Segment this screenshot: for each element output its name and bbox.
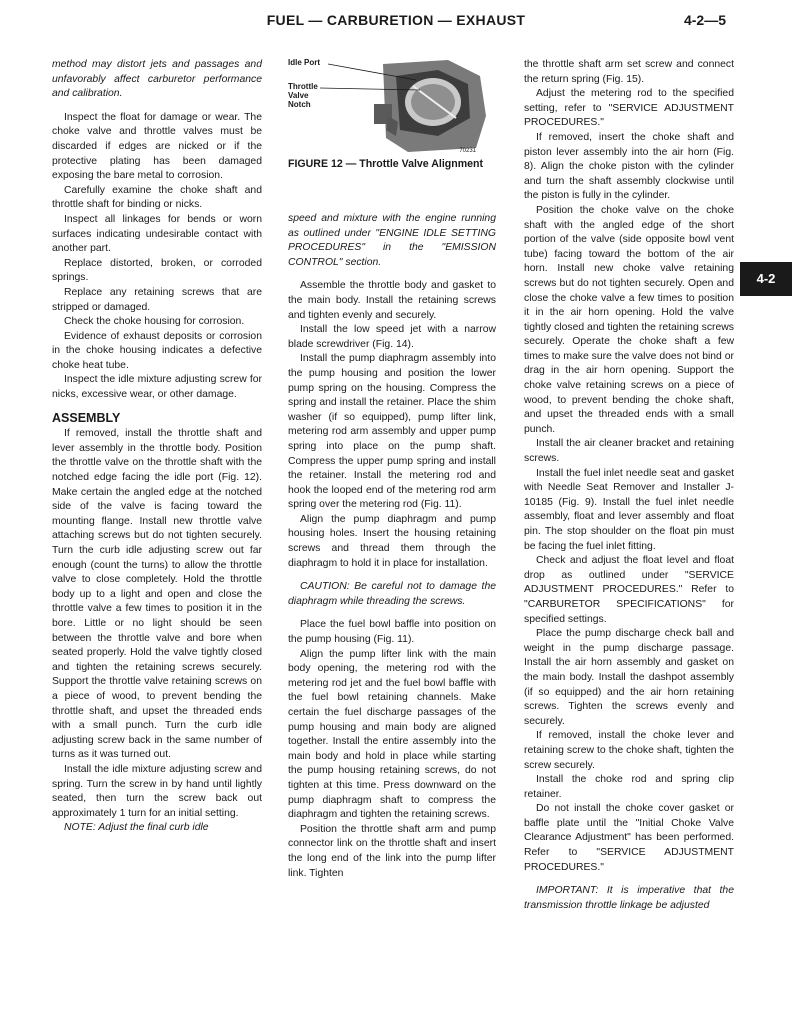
- paragraph: If removed, install the throttle shaft and lever assembly in the throttle body. Position the throttle valve on the throttle shaft with the notched edge facing the idle port (Fig. 12). Make certain the angled edge at the notched side of the valve is facing toward the mounting flange. Install new throttle valve attaching screws but do not tighten securely. Turn the curb idle adjusting screw out far enough (count the turns) to allow the throttle valve to close completely. Hold the throttle body up to a light and open and close the throttle valve a few times to position it in the bore. Little or no light should be seen between the throttle valve and bore when seated properly. Hold the valve tightly closed and tighten the retaining screws securely. Support the throttle valve retaining screws on a piece of wood, to prevent bending the throttle shaft, and upset the threaded ends with a small punch. Turn the curb idle adjusting screw back in the same number of turns as it was turned out.: [52, 428, 262, 761]
- paragraph: method may distort jets and passages and unfavorably affect carburetor performance and calibration.: [52, 59, 262, 100]
- figure-label: Notch: [288, 100, 311, 109]
- paragraph: Place the pump discharge check ball and weight in the pump discharge passage. Install the air horn assembly and gasket on the main body. Install the dashpot assembly (if so equipped) and the air horn retaining screws. Tighten the screws evenly and securely.: [524, 628, 734, 727]
- paragraph: Position the choke valve on the choke shaft with the angled edge of the short portion of the valve (side opposite bowl vent tube) facing toward the bottom of the air horn. Install new choke valve retaining screws but do not tighten securely. Open and close the choke valve a few times to position it in the air horn opening. Hold the valve tightly closed and tighten the retaining screws securely. Operate the choke shaft a few times to make sure the valve does not bind or drag in the air horn opening. Support the choke valve retaining screws on a piece of wood, to prevent bending the choke shaft, and upset the threaded ends with a small punch.: [524, 204, 734, 435]
- figure-label: Idle Port: [288, 58, 321, 67]
- paragraph: Do not install the choke cover gasket or baffle plate until the "Initial Choke Valve Clearance Adjustment" has been performed. Refer to "SERVICE ADJUSTMENT PROCEDURES.": [524, 803, 734, 873]
- section-heading: ASSEMBLY: [52, 410, 121, 425]
- section-tab: 4-2: [740, 262, 792, 296]
- page-number: 4-2—5: [683, 12, 726, 28]
- paragraph: Carefully examine the choke shaft and throttle shaft for binding or nicks.: [52, 184, 262, 211]
- paragraph: the throttle shaft arm set screw and connect the return spring (Fig. 15).: [524, 59, 734, 85]
- paragraph: If removed, insert the choke shaft and piston lever assembly into the air horn (Fig. 8). Align the choke piston with the cylinder and turn the shaft assembly clockwise until the piston is fully in the cylinder.: [524, 131, 734, 202]
- paragraph: If removed, install the choke lever and retaining screw to the choke shaft, tighten the screw securely.: [524, 730, 734, 771]
- important-note: IMPORTANT: It is imperative that the transmission throttle linkage be adjusted: [524, 885, 734, 911]
- paragraph: Install the low speed jet with a narrow blade screwdriver (Fig. 14).: [288, 324, 496, 350]
- paragraph: Evidence of exhaust deposits or corrosion in the choke housing indicates a defective choke heat tube.: [52, 330, 262, 371]
- figure-number: 70231: [459, 148, 476, 154]
- column-3: [524, 58, 734, 913]
- figure-label: Throttle: [288, 82, 318, 91]
- paragraph: Assemble the throttle body and gasket to the main body. Install the retaining screws and tighten evenly and securely.: [288, 280, 496, 321]
- paragraph: Install the idle mixture adjusting screw and spring. Turn the screw in by hand until lightly seated, then turn the screw back out approximately 1 turn for an initial setting.: [52, 763, 262, 819]
- column-1: [52, 58, 262, 836]
- paragraph: Install the fuel inlet needle seat and gasket with Needle Seat Remover and Installer J-10185 (Fig. 9). Install the fuel inlet needle assembly, float and lever assembly and float pin. The stop shoulder on the float pin must be facing the fuel inlet fitting.: [524, 467, 734, 552]
- paragraph: Inspect the idle mixture adjusting screw for nicks, excessive wear, or other damage.: [52, 374, 262, 401]
- paragraph: Install the pump diaphragm assembly into the pump housing and position the lower pump spring on the housing. Compress the spring and install the retainer. Place the shim washer (if so equipped), pump lifter link, metering rod arm assembly and upper pump spring into place on the pump shaft. Compress the upper pump spring and install the retainer. Install the metering rod and hook the looped end of the metering rod arm spring over the metering rod (Fig. 11).: [288, 353, 496, 511]
- paragraph: Install the air cleaner bracket and retaining screws.: [524, 438, 734, 465]
- paragraph: Position the throttle shaft arm and pump connector link on the throttle shaft and insert the long end of the link into the pump lifter link. Tighten: [288, 823, 496, 879]
- caution-note: CAUTION: Be careful not to damage the diaphragm while threading the screws.: [288, 581, 496, 607]
- paragraph: Align the pump lifter link with the main body opening, the metering rod with the metering rod jet and the fuel bowl baffle with the fuel bowl retaining channels. Make certain the fuel discharge passages of the pump housing and main body are aligned together. Install the entire assembly into the main body and hold in place while starting the pump housing retaining screws, do not tighten at this time. Press downward on the pump diaphragm shaft to compress the diaphragm and tighten the retaining screws.: [288, 648, 496, 821]
- header-title: FUEL — CARBURETION — EXHAUST: [266, 12, 526, 28]
- paragraph: Place the fuel bowl baffle into position on the pump housing (Fig. 11).: [288, 619, 496, 646]
- figure-label: Valve: [288, 91, 309, 100]
- paragraph: Align the pump diaphragm and pump housing holes. Insert the housing retaining screws and thread them through the diaphragm to hold it in place for installation.: [288, 513, 496, 569]
- paragraph: speed and mixture with the engine running as outlined under "ENGINE IDLE SETTING PROCEDURES" in the "EMISSION CONTROL" section.: [288, 213, 496, 268]
- note: NOTE: Adjust the final curb idle: [64, 822, 209, 834]
- paragraph: Inspect the float for damage or wear. The choke valve and throttle valves must be discarded if edges are nicked or if the protective plating has been damaged exposing the bare metal to corrosion.: [52, 111, 262, 182]
- paragraph: Adjust the metering rod to the specified setting, refer to "SERVICE ADJUSTMENT PROCEDURES.": [524, 88, 734, 129]
- page-header: [0, 12, 792, 34]
- paragraph: Replace any retaining screws that are stripped or damaged.: [52, 286, 262, 313]
- paragraph: Check the choke housing for corrosion.: [64, 316, 245, 328]
- throttle-body-illustration: [288, 56, 498, 156]
- paragraph: Check and adjust the float level and float drop as outlined under "SERVICE ADJUSTMENT PROCEDURES." Refer to "CARBURETOR SPECIFICATIONS" for specified settings.: [524, 555, 734, 625]
- paragraph: Replace distorted, broken, or corroded springs.: [52, 257, 262, 284]
- column-2: [288, 212, 496, 881]
- figure-caption: FIGURE 12 — Throttle Valve Alignment: [288, 158, 484, 170]
- paragraph: Inspect all linkages for bends or worn surfaces indicating undesirable contact with another part.: [52, 213, 262, 255]
- paragraph: Install the choke rod and spring clip retainer.: [524, 774, 734, 800]
